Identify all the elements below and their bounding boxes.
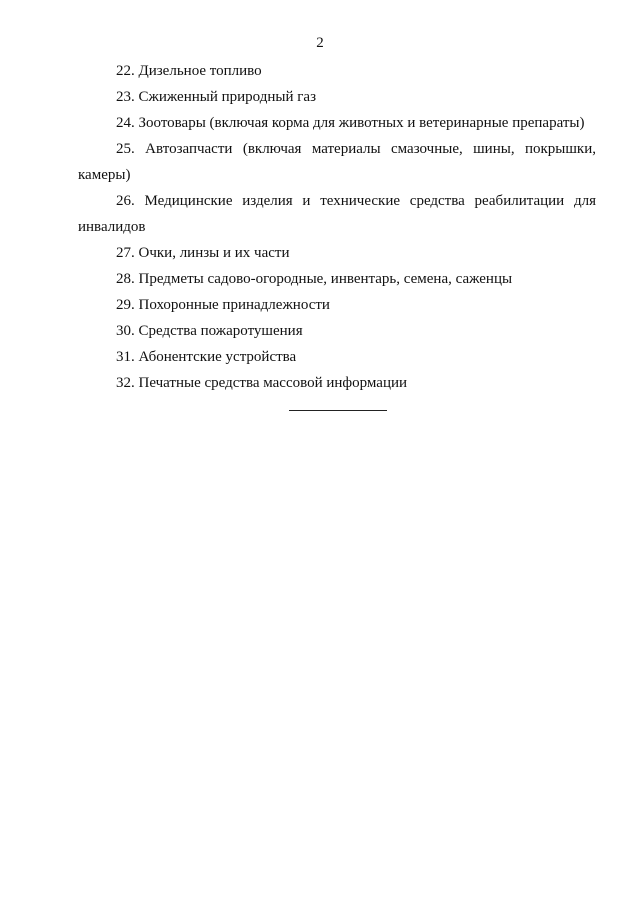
items-list (78, 58, 596, 396)
list-item: 26. Медицинские изделия и технические средства реабилитации для инвалидов (78, 193, 596, 235)
list-item: 30. Средства пожаротушения (116, 323, 303, 339)
end-divider (289, 410, 387, 411)
list-item: 24. Зоотовары (включая корма для животных и ветеринарные препараты) (116, 115, 585, 131)
list-item: 28. Предметы садово-огородные, инвентарь, семена, саженцы (116, 271, 513, 287)
list-item: 29. Похоронные принадлежности (116, 297, 330, 313)
list-item: 31. Абонентские устройства (116, 349, 297, 365)
list-item: 27. Очки, линзы и их части (116, 245, 290, 261)
list-item: 25. Автозапчасти (включая материалы смазочные, шины, покрышки, камеры) (78, 141, 596, 183)
list-item: 22. Дизельное топливо (116, 63, 262, 79)
page-number: 2 (316, 35, 324, 51)
list-item: 23. Сжиженный природный газ (116, 89, 317, 105)
list-item: 32. Печатные средства массовой информации (116, 375, 408, 391)
